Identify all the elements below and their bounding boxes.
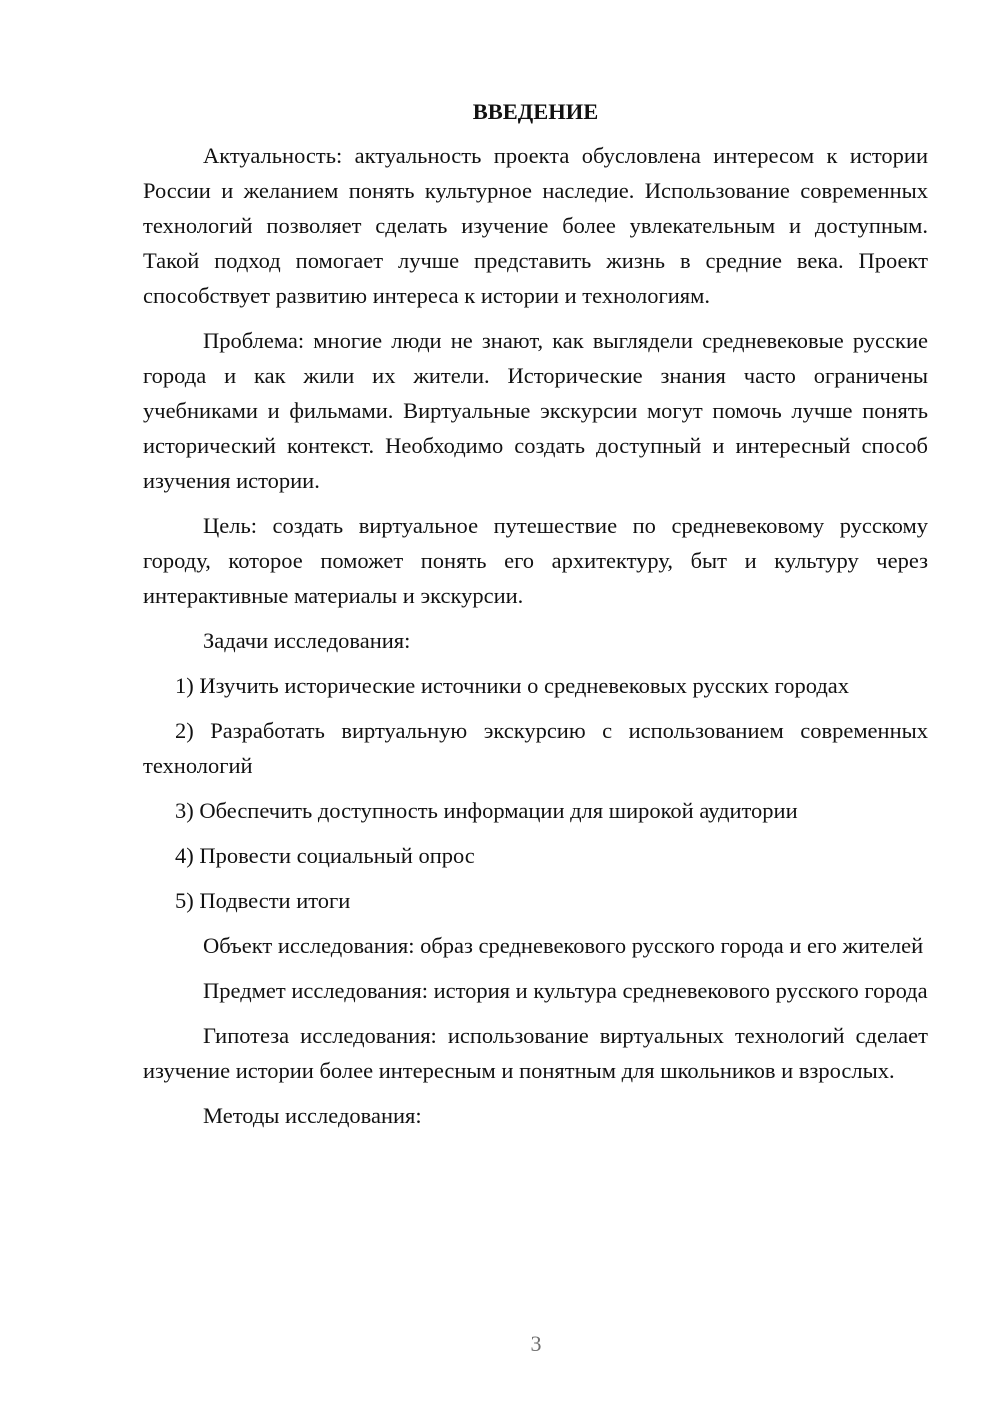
paragraph-subject: Предмет исследования: история и культура средневекового русского города	[203, 978, 928, 1003]
page-number: 3	[530, 1331, 542, 1356]
paragraph-tasks-title: Задачи исследования:	[203, 628, 411, 653]
paragraph-relevance: Актуальность: актуальность проекта обусловлена интересом к истории России и желанием понять культурное наследие. Использование современных технологий позволяет сделать изучение более увлекательным и доступным. Такой подход помогает лучше представить жизнь в средние века. Проект способствует развитию интереса к истории и технологиям.	[143, 143, 928, 308]
document-page	[143, 95, 928, 1143]
task-item-4: 4) Провести социальный опрос	[175, 843, 475, 868]
paragraph-object: Объект исследования: образ средневекового русского города и его жителей	[203, 933, 924, 958]
paragraph-goal: Цель: создать виртуальное путешествие по средневековому русскому городу, которое поможет понять его архитектуру, быт и культуру через интерактивные материалы и экскурсии.	[143, 513, 928, 608]
paragraph-methods-title: Методы исследования:	[203, 1103, 422, 1128]
task-item-5: 5) Подвести итоги	[175, 888, 351, 913]
page-heading: ВВЕДЕНИЕ	[472, 99, 599, 124]
paragraph-hypothesis: Гипотеза исследования: использование виртуальных технологий сделает изучение истории более интересным и понятным для школьников и взрослых.	[143, 1023, 928, 1083]
task-item-2: 2) Разработать виртуальную экскурсию с использованием современных технологий	[143, 718, 928, 778]
paragraph-problem: Проблема: многие люди не знают, как выглядели средневековые русские города и как жили их жители. Исторические знания часто ограничены учебниками и фильмами. Виртуальные экскурсии могут помочь лучше понять исторический контекст. Необходимо создать доступный и интересный способ изучения истории.	[143, 328, 928, 493]
task-item-1: 1) Изучить исторические источники о средневековых русских городах	[175, 673, 850, 698]
task-item-3: 3) Обеспечить доступность информации для широкой аудитории	[175, 798, 798, 823]
